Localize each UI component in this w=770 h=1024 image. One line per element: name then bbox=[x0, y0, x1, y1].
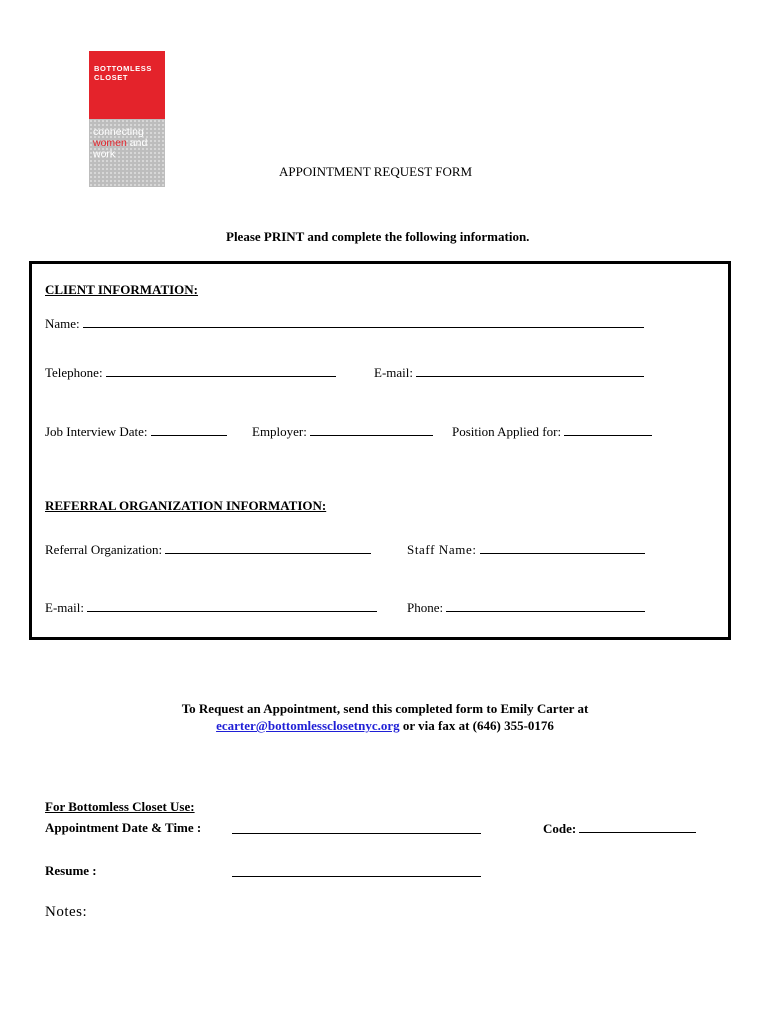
logo-tag-line1: connecting bbox=[93, 126, 144, 138]
interview-date-label: Job Interview Date: bbox=[45, 424, 148, 439]
client-email-line[interactable] bbox=[416, 364, 644, 377]
staff-name-line[interactable] bbox=[480, 541, 645, 554]
code-line[interactable] bbox=[579, 820, 696, 833]
appointment-line[interactable] bbox=[232, 821, 481, 834]
client-email-field[interactable] bbox=[374, 364, 644, 381]
employer-field[interactable] bbox=[252, 423, 433, 440]
request-instruction-line1: To Request an Appointment, send this completed form to Emily Carter at bbox=[181, 701, 589, 716]
logo-red-block bbox=[89, 51, 165, 119]
logo-tagline bbox=[93, 127, 147, 160]
referral-phone-field[interactable] bbox=[407, 599, 645, 616]
form-title: APPOINTMENT REQUEST FORM bbox=[279, 164, 473, 179]
logo-brand-line2: CLOSET bbox=[94, 73, 129, 82]
appointment-label: Appointment Date & Time : bbox=[45, 820, 202, 835]
name-line[interactable] bbox=[83, 315, 644, 328]
form-instruction: Please PRINT and complete the following information. bbox=[226, 229, 530, 244]
notes-label: Notes: bbox=[45, 904, 88, 920]
referral-org-field[interactable] bbox=[45, 541, 371, 558]
name-field[interactable] bbox=[45, 315, 644, 332]
logo-gray-block bbox=[89, 119, 165, 187]
referral-phone-line[interactable] bbox=[446, 599, 645, 612]
referral-org-label: Referral Organization: bbox=[45, 542, 163, 557]
bottomless-closet-logo bbox=[89, 51, 165, 187]
position-line[interactable] bbox=[564, 423, 652, 436]
client-info-heading: CLIENT INFORMATION: bbox=[45, 282, 199, 297]
telephone-label: Telephone: bbox=[45, 365, 103, 380]
name-label: Name: bbox=[45, 316, 80, 331]
office-use-heading: For Bottomless Closet Use: bbox=[45, 799, 195, 814]
resume-line[interactable] bbox=[232, 864, 481, 877]
logo-tag-and: and bbox=[126, 137, 148, 149]
telephone-field[interactable] bbox=[45, 364, 336, 381]
interview-date-line[interactable] bbox=[151, 423, 227, 436]
logo-brand-line1: BOTTOMLESS bbox=[94, 64, 152, 73]
referral-email-line[interactable] bbox=[87, 599, 377, 612]
telephone-line[interactable] bbox=[106, 364, 336, 377]
employer-label: Employer: bbox=[252, 424, 307, 439]
staff-name-label: Staff Name: bbox=[407, 542, 477, 557]
interview-date-field[interactable] bbox=[45, 423, 227, 440]
code-label: Code: bbox=[543, 821, 577, 836]
referral-email-field[interactable] bbox=[45, 599, 377, 616]
fax-text: or via fax at (646) 355-0176 bbox=[399, 718, 554, 733]
logo-tag-line3: work bbox=[93, 148, 116, 160]
position-field[interactable] bbox=[452, 423, 652, 440]
referral-org-line[interactable] bbox=[165, 541, 371, 554]
logo-brand-text bbox=[94, 64, 152, 82]
referral-info-heading: REFERRAL ORGANIZATION INFORMATION: bbox=[45, 498, 327, 513]
employer-line[interactable] bbox=[310, 423, 433, 436]
resume-label: Resume : bbox=[45, 863, 97, 878]
position-label: Position Applied for: bbox=[452, 424, 562, 439]
referral-email-label: E-mail: bbox=[45, 600, 84, 615]
client-email-label: E-mail: bbox=[374, 365, 413, 380]
referral-phone-label: Phone: bbox=[407, 600, 444, 615]
staff-name-field[interactable] bbox=[407, 541, 645, 558]
code-field[interactable] bbox=[543, 820, 696, 837]
request-instruction-line2 bbox=[0, 718, 770, 734]
logo-tag-women: women bbox=[93, 137, 127, 149]
contact-email-link[interactable]: ecarter@bottomlessclosetnyc.org bbox=[216, 718, 400, 733]
